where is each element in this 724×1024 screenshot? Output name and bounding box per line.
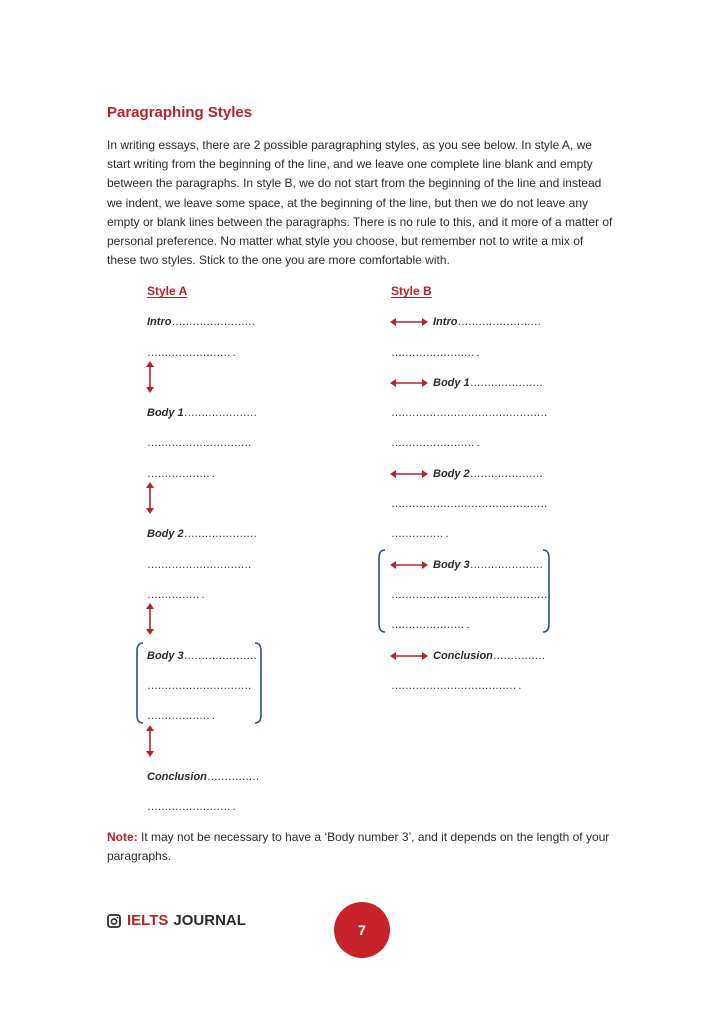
body3-bracket-a bbox=[134, 641, 268, 725]
style-b-body1-line: Body 1………………… bbox=[433, 377, 543, 389]
intro-paragraph: In writing essays, there are 2 possible paragraphing styles, as you see below. In style A, we start writing from the beginning of the line, and we leave one complete line blank and empty between the paragraphs. In style B, we do not start from the beginning of the line and instead we indent, we leave some space, at the beginning of the line, but then we do not leave any empty or blank lines between the paragraphs. There is no rule to this, and it more of a matter of personal preference. No matter what style you choose, but remember not to write a mix of these two styles. Stick to the one you are more comfortable with. bbox=[107, 138, 613, 268]
indent-arrow-icon bbox=[389, 315, 429, 329]
style-b-conclusion-line: Conclusion…………… bbox=[433, 650, 545, 662]
instagram-icon bbox=[107, 914, 121, 928]
style-a-line: ……………… . bbox=[147, 710, 215, 722]
indent-arrow-icon bbox=[389, 376, 429, 390]
style-b-line: ……………………………………… bbox=[391, 407, 548, 419]
style-b-line: …………………… . bbox=[391, 347, 480, 359]
style-b-heading: Style B bbox=[391, 284, 432, 298]
style-b-line: …………………… . bbox=[391, 437, 480, 449]
style-b-line: ……………………………………… bbox=[391, 589, 548, 601]
indent-arrow-icon bbox=[389, 649, 429, 663]
style-a-heading: Style A bbox=[147, 284, 188, 298]
style-a-line: …………………… . bbox=[147, 347, 236, 359]
style-a-line: ………………………… bbox=[147, 559, 252, 571]
body3-bracket-b bbox=[376, 548, 554, 634]
style-b-line: …………… . bbox=[391, 528, 448, 540]
style-b-body2-line: Body 2………………… bbox=[433, 468, 543, 480]
blank-line-arrow-icon bbox=[143, 724, 157, 758]
style-a-body1-line: Body 1………………… bbox=[147, 407, 257, 419]
style-a-line: ……………… . bbox=[147, 468, 215, 480]
style-a-body3-line: Body 3………………… bbox=[147, 650, 257, 662]
style-b-line: ………………… . bbox=[391, 619, 469, 631]
style-b-body3-line: Body 3………………… bbox=[433, 559, 543, 571]
blank-line-arrow-icon bbox=[143, 360, 157, 394]
style-a-body2-line: Body 2………………… bbox=[147, 528, 257, 540]
indent-arrow-icon bbox=[389, 467, 429, 481]
style-a-line: ………………………… bbox=[147, 680, 252, 692]
brand-accent: IELTS bbox=[127, 912, 169, 929]
note-paragraph bbox=[107, 828, 617, 866]
blank-line-arrow-icon bbox=[143, 602, 157, 636]
style-a-intro-line: Intro…………………… bbox=[147, 316, 255, 328]
style-b-line: ……………………………… . bbox=[391, 680, 521, 692]
brand-rest: JOURNAL bbox=[173, 912, 246, 929]
note-label: Note: bbox=[107, 830, 138, 844]
style-a-line: ………………………… bbox=[147, 437, 252, 449]
style-a-line: …………………… . bbox=[147, 801, 236, 813]
brand-logo bbox=[107, 912, 246, 929]
section-heading: Paragraphing Styles bbox=[107, 104, 253, 121]
blank-line-arrow-icon bbox=[143, 481, 157, 515]
page-number-badge: 7 bbox=[334, 902, 390, 958]
style-b-line: ……………………………………… bbox=[391, 498, 548, 510]
note-text: It may not be necessary to have a ‘Body number 3’, and it depends on the length of your paragraphs. bbox=[107, 830, 610, 864]
style-a-conclusion-line: Conclusion…………… bbox=[147, 771, 259, 783]
style-a-line: …………… . bbox=[147, 589, 204, 601]
style-b-intro-line: Intro…………………… bbox=[433, 316, 541, 328]
